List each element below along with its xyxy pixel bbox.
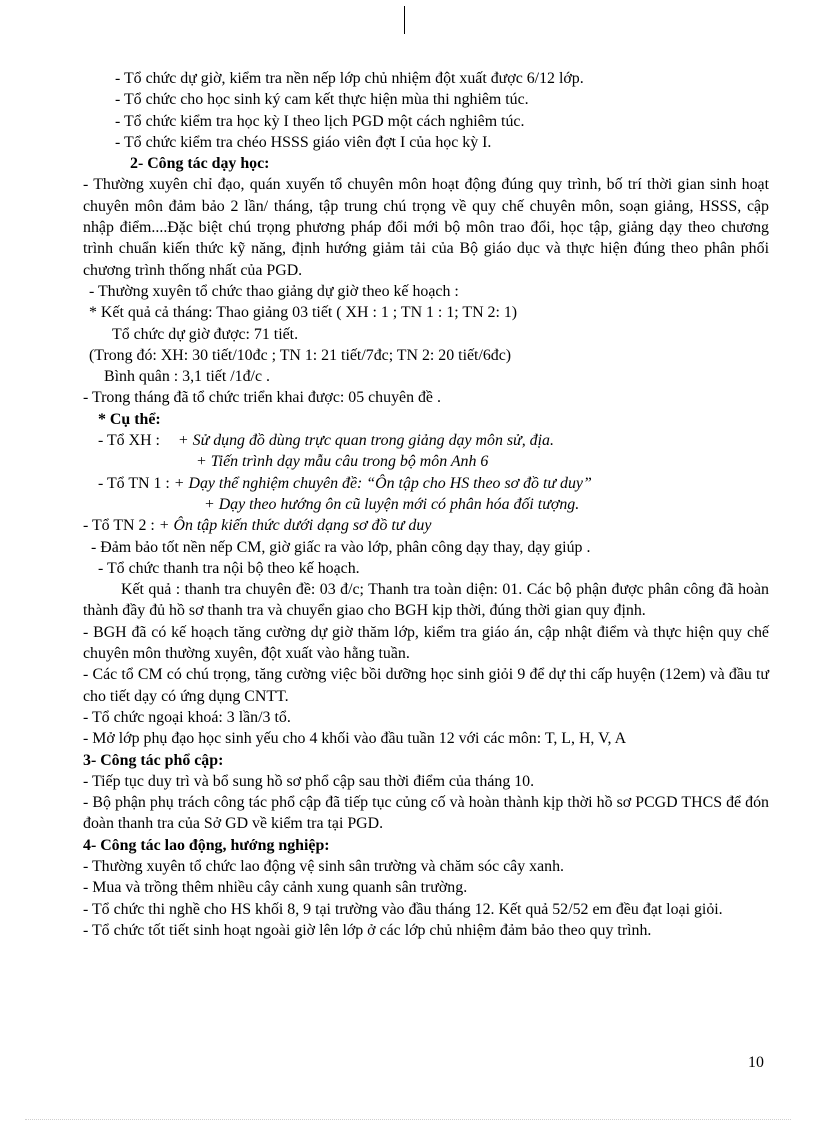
line-2: - Tổ chức cho học sinh ký cam kết thực hiện mùa thi nghiêm túc. xyxy=(115,91,529,109)
page-number: 10 xyxy=(748,1054,764,1071)
line-18: - Đảm bảo tốt nền nếp CM, giờ giấc ra vào lớp, phân công dạy thay, dạy giúp . xyxy=(91,538,591,556)
group-item-tn1-2: + Dạy theo hướng ôn cũ luyện mới có phân hóa đối tượng. xyxy=(204,495,580,513)
group-item-xh-2: + Tiến trình dạy mẫu câu trong bộ môn Anh 6 xyxy=(196,453,489,471)
line-23: - Tiếp tục duy trì và bổ sung hồ sơ phổ cập sau thời điểm của tháng 10. xyxy=(83,772,535,790)
paragraph-extracurricular: - Tổ chức tốt tiết sinh hoạt ngoài giờ lên lớp ở các lớp chủ nhiệm đảm bảo theo quy trình. xyxy=(83,921,652,939)
section-heading-labor: 4- Công tác lao động, hướng nghiệp: xyxy=(83,836,330,854)
line-7: * Kết quả cả tháng: Thao giảng 03 tiết ( XH : 1 ; TN 1 : 1; TN 2: 1) xyxy=(89,304,518,322)
group-label-xh: - Tổ XH : xyxy=(98,432,164,450)
line-4: - Tổ chức kiểm tra chéo HSSS giáo viên đợt I của học kỳ I. xyxy=(115,133,492,151)
group-item-xh-1: + Sử dụng đồ dùng trực quan trong giảng dạy môn sử, địa. xyxy=(177,432,554,450)
text-cursor xyxy=(404,6,405,34)
line-25: - Thường xuyên tổ chức lao động vệ sinh sân trường và chăm sóc cây xanh. xyxy=(83,857,564,875)
line-3: - Tổ chức kiểm tra học kỳ I theo lịch PGD một cách nghiêm túc. xyxy=(115,112,525,130)
line-group-tn1 xyxy=(83,473,769,494)
group-item-tn1-1: + Dạy thể nghiệm chuyên đề: “Ôn tập cho HS theo sơ đồ tư duy” xyxy=(173,474,592,492)
paragraph-teaching: - Thường xuyên chỉ đạo, quán xuyến tổ chuyên môn hoạt động đúng quy trình, bố trí thời gian sinh hoạt chuyên môn đảm bảo 2 lần/ tháng, tập trung chú trọng về quy chế chuyên môn, soạn giảng, HSSS, cập nhập điểm....Đặc biệt chú trọng phương pháp đổi mới bộ môn trao đổi, học tập, giảng dạy theo chương trình chuẩn kiến thức kỹ năng, định hướng giảm tải của Bộ giáo dục và thực hiện đúng theo phân phối chương trình thống nhất của PGD. xyxy=(83,176,769,279)
line-10: Bình quân : 3,1 tiết /1đ/c . xyxy=(104,368,270,386)
line-19: - Tổ chức thanh tra nội bộ theo kế hoạch. xyxy=(98,559,360,577)
line-11: - Trong tháng đã tổ chức triển khai được: 05 chuyên đề . xyxy=(83,389,441,407)
group-item-tn2-1: + Ôn tập kiến thức dưới dạng sơ đồ tư duy xyxy=(158,517,432,535)
line-group-xh xyxy=(83,430,769,451)
section-heading-universal: 3- Công tác phổ cập: xyxy=(83,751,224,769)
line-20: - Tổ chức ngoại khoá: 3 lần/3 tổ. xyxy=(83,708,291,726)
document-body xyxy=(83,68,769,941)
page-edge-divider xyxy=(25,1119,791,1120)
paragraph-universal: - Bộ phận phụ trách công tác phổ cập đã tiếp tục củng cố và hoàn thành kịp thời hồ sơ PCGD THCS để đón đoàn thanh tra của Sở GD về kiểm tra tại PGD. xyxy=(83,794,769,833)
line-8: Tổ chức dự giờ được: 71 tiết. xyxy=(112,325,299,343)
group-label-tn1: - Tổ TN 1 : xyxy=(98,474,174,492)
line-group-tn2 xyxy=(83,515,769,536)
paragraph-gifted: - Các tổ CM có chú trọng, tăng cường việc bồi dưỡng học sinh giỏi 9 để dự thi cấp huyện (12em) và đầu tư cho tiết dạy có ứng dụng CNTT. xyxy=(83,666,769,705)
paragraph-bgh: - BGH đã có kế hoạch tăng cường dự giờ thăm lớp, kiểm tra giáo án, cập nhật điểm và thực hiện quy chế chuyên môn thường xuyên, đột xuất vào hằng tuần. xyxy=(83,623,769,663)
paragraph-vocational: - Tổ chức thi nghề cho HS khối 8, 9 tại trường vào đầu tháng 12. Kết quả 52/52 em đều đạt loại giỏi. xyxy=(83,900,723,918)
group-label-tn2: - Tổ TN 2 : xyxy=(83,517,159,535)
section-heading-teaching: 2- Công tác dạy học: xyxy=(130,155,270,173)
line-9: (Trong đó: XH: 30 tiết/10đc ; TN 1: 21 tiết/7đc; TN 2: 20 tiết/6đc) xyxy=(89,346,512,364)
line-6: - Thường xuyên tổ chức thao giảng dự giờ theo kế hoạch : xyxy=(89,282,459,300)
line-1: - Tổ chức dự giờ, kiểm tra nền nếp lớp chủ nhiệm đột xuất được 6/12 lớp. xyxy=(115,70,584,87)
line-21: - Mở lớp phụ đạo học sinh yếu cho 4 khối vào đầu tuần 12 với các môn: T, L, H, V, A xyxy=(83,730,627,748)
line-26: - Mua và trồng thêm nhiều cây cảnh xung quanh sân trường. xyxy=(83,879,468,897)
sub-heading-details: * Cụ thể: xyxy=(98,410,161,428)
paragraph-inspection: Kết quả : thanh tra chuyên đề: 03 đ/c; Thanh tra toàn diện: 01. Các bộ phận được phân công đã hoàn thành đầy đủ hồ sơ thanh tra và chuyển giao cho BGH kịp thời, đúng thời gian quy định. xyxy=(83,581,769,620)
